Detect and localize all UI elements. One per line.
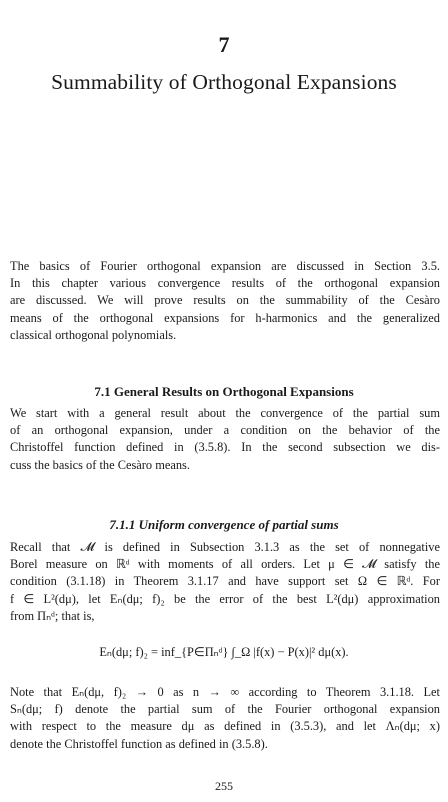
text-line: We start with a general result about the convergence of the partial sum [10,406,440,420]
text-line: means of the orthogonal expansions for h-harmonics and the generalized [10,310,440,325]
section-heading: 7.1 General Results on Orthogonal Expansions [94,384,354,399]
chapter-number: 7 [218,32,230,57]
text-line: condition (3.1.18) in Theorem 3.1.17 and have support set Ω ∈ ℝᵈ. For [10,574,440,589]
page-number: 255 [215,779,233,793]
text-line: Borel measure on ℝᵈ with moments of all orders. Let μ ∈ 𝓜 satisfy the [10,557,440,572]
subsection-heading: 7.1.1 Uniform convergence of partial sums [109,517,339,532]
text-line: f ∈ L²(dμ), let Eₙ(dμ; f)₂ be the error of the best L²(dμ) approximation [10,591,440,606]
text-line: Christoffel function defined in (3.5.8). In the second subsection we dis- [10,440,440,455]
text-line: Note that Eₙ(dμ, f)₂ → 0 as n → ∞ according to Theorem 3.1.18. Let [10,685,440,699]
text-line: of an orthogonal expansion, under a condition on the behavior of the [10,423,440,438]
text-line: are discussed. We will prove results on the summability of the Cesàro [10,293,440,308]
text-line: The basics of Fourier orthogonal expansion are discussed in Section 3.5. [10,259,440,273]
text-line: In this chapter various convergence results of the orthogonal expansion [10,276,440,291]
text-line: classical orthogonal polynomials. [10,327,177,342]
text-line: denote the Christoffel function as defined in (3.5.8). [10,736,268,751]
text-line: cuss the basics of the Cesàro means. [10,457,190,472]
subsection-paragraph [10,539,440,625]
text-line: Recall that 𝓜 is defined in Subsection 3.1.3 as the set of nonnegative [10,540,440,554]
intro-paragraph [10,258,440,344]
section-paragraph [10,405,440,474]
text-line: from Πₙᵈ; that is, [10,608,95,623]
chapter-title: Summability of Orthogonal Expansions [51,70,397,94]
text-line: Sₙ(dμ; f) denote the partial sum of the Fourier orthogonal expansion [10,702,440,717]
text-line: with respect to the measure dμ as defined in (3.5.3), and let Λₙ(dμ; x) [10,719,440,734]
after-equation-paragraph [10,684,440,753]
display-equation: Eₙ(dμ; f)₂ = inf_{P∈Πₙᵈ} ∫_Ω |f(x) − P(x)|² dμ(x). [99,645,349,659]
